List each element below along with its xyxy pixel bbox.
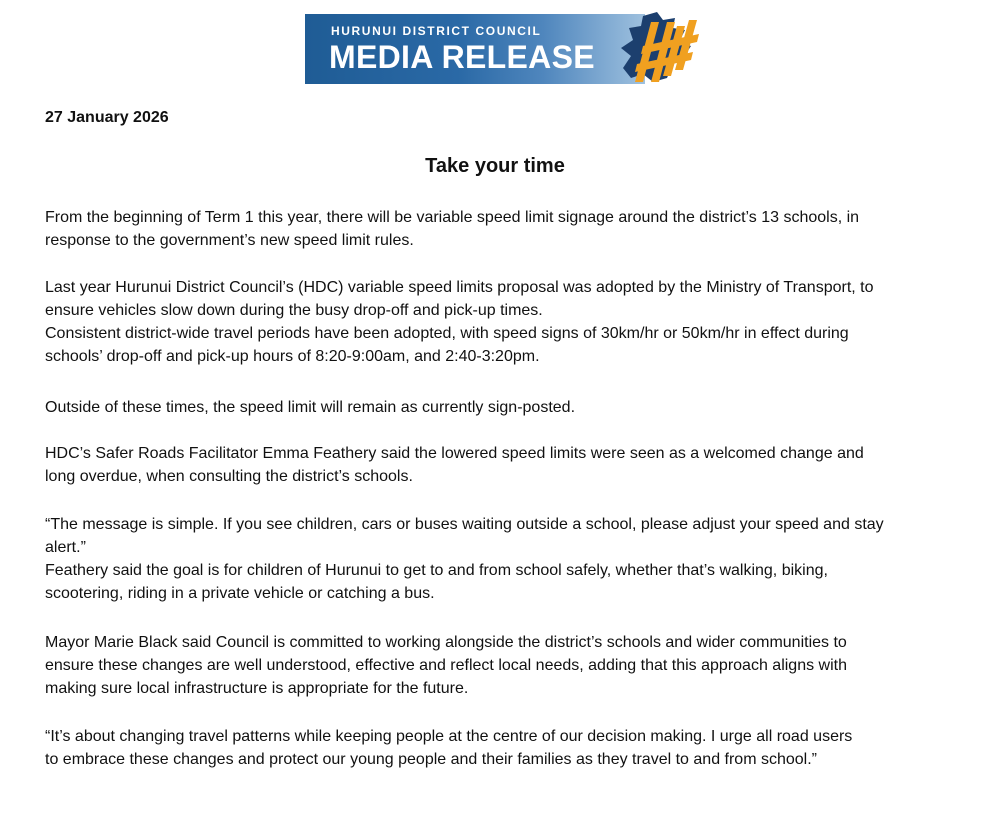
paragraph-line: schools’ drop-off and pick-up hours of 8:20-9:00am, and 2:40-3:20pm. [45,348,540,365]
release-title: Take your time [425,155,565,177]
banner-title: MEDIA RELEASE [329,39,595,75]
paragraph-line: scootering, riding in a private vehicle or catching a bus. [45,585,435,602]
paragraph-line: ensure these changes are well understood, effective and reflect local needs, adding that this approach aligns with [45,657,847,674]
paragraph-line: response to the government’s new speed limit rules. [45,232,414,249]
paragraph-line: making sure local infrastructure is appropriate for the future. [45,680,469,697]
paragraph-mayor [45,631,970,700]
paragraph-line: ensure vehicles slow down during the busy drop-off and pick-up times. [45,302,543,319]
paragraph-mayor-quote [45,725,970,771]
banner-org-name: HURUNUI DISTRICT COUNCIL [331,24,542,38]
paragraph-line: to embrace these changes and protect our young people and their families as they travel to and from school.” [45,751,817,768]
paragraph-line: Consistent district-wide travel periods have been adopted, with speed signs of 30km/hr or 50km/hr in effect during [45,325,849,342]
paragraph-line: “The message is simple. If you see children, cars or buses waiting outside a school, please adjust your speed and stay [45,516,884,533]
paragraph-message-quote [45,513,970,605]
paragraph-line: From the beginning of Term 1 this year, there will be variable speed limit signage around the district’s 13 schools, in [45,209,860,226]
paragraph-outside-times [45,396,970,419]
paragraph-line: Outside of these times, the speed limit will remain as currently sign-posted. [45,399,576,416]
media-release-banner [305,12,700,85]
paragraph-line: Feathery said the goal is for children of Hurunui to get to and from school safely, whether that’s walking, biking, [45,562,828,579]
paragraph-line: alert.” [45,539,86,556]
paragraph-term-signage [45,206,970,252]
paragraph-line: HDC’s Safer Roads Facilitator Emma Feathery said the lowered speed limits were seen as a welcomed change and [45,445,864,462]
paragraph-facilitator [45,442,970,488]
paragraph-line: “It’s about changing travel patterns while keeping people at the centre of our decision making. I urge all road users [45,728,853,745]
release-date: 27 January 2026 [45,109,169,126]
council-logo-icon [613,12,703,85]
paragraph-line: long overdue, when consulting the district’s schools. [45,468,413,485]
paragraph-line: Mayor Marie Black said Council is committed to working alongside the district’s schools and wider communities to [45,634,847,651]
paragraph-line: Last year Hurunui District Council’s (HDC) variable speed limits proposal was adopted by the Ministry of Transport, to [45,279,874,296]
paragraph-proposal-adopted [45,276,970,368]
